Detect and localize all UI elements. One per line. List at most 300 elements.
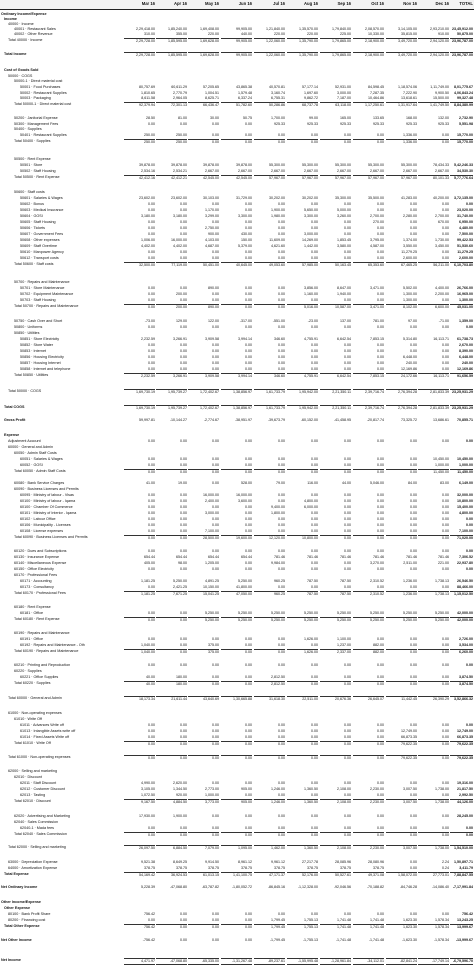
amount-cell: 2,667.00 (370, 169, 384, 173)
amount-cell: 0.00 (148, 529, 155, 533)
column-header-dec-16: Dec 16 (435, 1, 449, 6)
amount-cell: 0.00 (278, 814, 285, 818)
report-row (0, 220, 474, 225)
amount-cell: 0.00 (278, 250, 285, 254)
account-label: 50852 · Store Water (20, 343, 54, 347)
amount-cell: 0.00 (344, 735, 351, 739)
account-label: 60173 · Consultancy (20, 585, 54, 589)
report-row (0, 319, 474, 324)
amount-cell: 0.00 (254, 755, 285, 761)
amount-cell: 66,436.47 (188, 102, 219, 108)
section-heading-row (0, 280, 474, 285)
amount-cell: 0.00 (377, 826, 384, 830)
amount-cell: 11,279.25 (401, 250, 417, 254)
account-label: 50003 · Packaging (20, 96, 51, 100)
amount-cell: 0.00 (311, 343, 318, 347)
amount-cell: 250.00 (124, 139, 155, 145)
amount-cell: 2,39,716.74 (353, 389, 384, 395)
amount-cell: 10,450.00 (433, 457, 449, 461)
amount-cell: 28,245.00 (457, 814, 473, 818)
account-label: Net Other Income (1, 938, 32, 942)
column-header-jun-16: Jun 16 (238, 1, 252, 6)
amount-cell: 150.00 (241, 238, 252, 242)
amount-cell: 5,250.00 (221, 617, 252, 623)
amount-cell: 440.00 (241, 32, 252, 36)
amount-cell: 310.00 (144, 32, 155, 36)
amount-cell: 0.00 (418, 741, 449, 747)
report-row (0, 133, 474, 138)
amount-cell: 0.00 (278, 325, 285, 329)
account-label: 60095 · Ministry of labour - Visas (20, 493, 74, 497)
amount-cell: 1,85,240.00 (168, 27, 187, 31)
amount-cell: 0.00 (180, 938, 187, 942)
amount-cell: 6,448.00 (403, 355, 417, 359)
amount-cell: 0.00 (212, 523, 219, 527)
amount-cell: 0.00 (377, 729, 384, 733)
amount-cell: 0.00 (148, 220, 155, 224)
column-header-nov-16: Nov 16 (403, 1, 417, 6)
amount-cell: 220.00 (307, 32, 318, 36)
amount-cell: 52,176.00 (287, 872, 318, 878)
amount-cell: 0.00 (377, 232, 384, 236)
section-heading-row (0, 487, 474, 492)
amount-cell: 5,502.00 (403, 286, 417, 290)
amount-cell: 1,31,917.64 (386, 102, 417, 108)
amount-cell: 1,72,402.67 (188, 389, 219, 395)
report-row (0, 463, 474, 468)
amount-cell: 0.00 (180, 457, 187, 461)
amount-cell: 1,900.00 (173, 814, 187, 818)
amount-cell: -82,841.24 (386, 958, 417, 965)
amount-cell: 1,755.13 (304, 918, 318, 922)
amount-cell: -1,741.48 (335, 938, 351, 942)
report-row (0, 643, 474, 648)
amount-cell: 99,905.00 (221, 38, 252, 44)
amount-cell: 0.00 (180, 250, 187, 254)
section-heading-row (0, 711, 474, 716)
amount-cell: 0.00 (377, 292, 384, 296)
amount-cell: 6,600.00 (418, 304, 449, 310)
amount-cell: 4,587.00 (370, 244, 384, 248)
report-row (0, 918, 474, 923)
amount-cell: 0.00 (148, 292, 155, 296)
amount-cell: -70,188.82 (366, 885, 384, 889)
amount-cell: 0.00 (311, 523, 318, 527)
report-row (0, 529, 474, 534)
amount-cell: 0.00 (344, 232, 351, 236)
amount-cell: 1,95,739.27 (156, 405, 187, 411)
account-label: 50702 · Equipment Maintenance (20, 292, 74, 296)
account-label: Total 50850 · Utilities (14, 373, 49, 377)
account-label: 61000 · Non-operating expenses (8, 711, 62, 715)
amount-cell: 65,353.60 (353, 262, 384, 268)
amount-cell: 0.00 (124, 832, 155, 838)
amount-cell: 0.00 (442, 133, 449, 137)
account-label: Total 50700 · Repairs and Maintenance (14, 304, 79, 308)
amount-cell: 378.75 (340, 866, 351, 870)
amount-cell: 0.00 (188, 832, 219, 838)
amount-cell: 0.00 (287, 139, 318, 145)
amount-cell: 1,741.48 (337, 918, 351, 922)
amount-cell: 4,621.60 (271, 244, 285, 248)
amount-cell: -1,28,961.84 (320, 958, 351, 965)
amount-cell: 0.00 (156, 755, 187, 761)
amount-cell: 97.00 (408, 319, 417, 323)
account-label: 62040-1 · Mada fees (20, 826, 55, 830)
amount-cell: 32,000.00 (457, 493, 473, 497)
amount-cell: 8,961.12 (238, 860, 252, 864)
amount-cell: 0.00 (344, 298, 351, 302)
report-row (0, 349, 474, 354)
account-label: Income (4, 17, 17, 21)
report-row (0, 555, 474, 560)
report-row (0, 866, 474, 871)
amount-cell: 654.44 (144, 555, 155, 559)
amount-cell: 0.00 (344, 549, 351, 553)
amount-cell: 0.00 (311, 826, 318, 830)
amount-cell: 23,602.00 (139, 196, 155, 200)
amount-cell: 3,007.50 (386, 799, 417, 805)
amount-cell: 0.00 (148, 511, 155, 515)
amount-cell: 0.00 (212, 918, 219, 922)
amount-cell: 0.00 (148, 611, 155, 615)
amount-cell: 45,031.00 (450, 304, 473, 310)
amount-cell: 0.00 (148, 343, 155, 347)
amount-cell: 0.00 (344, 220, 351, 224)
amount-cell: 0.00 (212, 250, 219, 254)
amount-cell: 11,442.45 (386, 696, 417, 702)
amount-cell: 0.00 (344, 367, 351, 371)
column-header-mar-16: Mar 16 (141, 1, 155, 6)
amount-cell: 0.00 (245, 912, 252, 916)
report-row (0, 723, 474, 728)
amount-cell: 0.00 (287, 832, 318, 838)
amount-cell: 5,250.00 (353, 617, 384, 623)
report-row (0, 696, 474, 701)
amount-cell: 0.00 (180, 463, 187, 467)
amount-cell: 0.00 (278, 220, 285, 224)
amount-cell: 0.00 (466, 202, 473, 206)
section-heading-row (0, 331, 474, 336)
account-label: 62013 · Tasting (20, 793, 46, 797)
amount-cell: 9,521.38 (141, 860, 155, 864)
amount-cell: 0.00 (353, 832, 384, 838)
amount-cell: 0.00 (311, 226, 318, 230)
amount-cell: 0.00 (221, 304, 252, 310)
amount-cell: 0.00 (311, 325, 318, 329)
amount-cell: 0.00 (180, 202, 187, 206)
amount-cell: 0.00 (410, 637, 417, 641)
amount-cell: 0.00 (410, 232, 417, 236)
amount-cell: 0.00 (245, 723, 252, 727)
amount-cell: 2,750.00 (205, 226, 219, 230)
account-label: 60181 · Office (20, 611, 44, 615)
amount-cell: 0.00 (410, 523, 417, 527)
account-label: 62040 · Sales Commission (14, 820, 59, 824)
report-row (0, 96, 474, 101)
amount-cell: 0.00 (148, 585, 155, 589)
amount-cell: 0.00 (311, 250, 318, 254)
amount-cell: 0.00 (156, 649, 187, 655)
amount-cell: 3,299.00 (205, 214, 219, 218)
amount-cell: 0.00 (212, 292, 219, 296)
amount-cell: 92,379.94 (124, 102, 155, 108)
report-row (0, 208, 474, 213)
amount-cell: 0.00 (245, 523, 252, 527)
amount-cell: 0.00 (212, 729, 219, 733)
amount-cell: 0.00 (278, 585, 285, 589)
amount-cell: 0.00 (278, 457, 285, 461)
account-label: 60000 · General and Admin (8, 445, 54, 449)
amount-cell: 31,618.30 (254, 696, 285, 702)
amount-cell: 0.00 (377, 549, 384, 553)
amount-cell: 882.00 (353, 649, 384, 655)
account-label: 50612 · Transport costs (20, 256, 59, 260)
amount-cell: 55,300.00 (269, 163, 285, 167)
amount-cell: 0.00 (254, 304, 285, 310)
amount-cell: 0.00 (188, 741, 219, 747)
amount-cell: 0.00 (311, 675, 318, 679)
account-label: 61011 · Advances Write off (20, 723, 64, 727)
amount-cell: 528.00 (241, 481, 252, 485)
amount-cell: 5,046.00 (370, 481, 384, 485)
amount-cell: 3,795.00 (370, 238, 384, 242)
amount-cell: 23,25,931.29 (450, 405, 473, 411)
amount-cell: 2,76,394.28 (386, 389, 417, 395)
amount-cell: 0.00 (212, 549, 219, 553)
amount-cell: 50.75 (243, 116, 252, 120)
amount-cell: 3,180.00 (173, 214, 187, 218)
amount-cell: 52,931.00 (335, 85, 351, 89)
amount-cell: 2,230.00 (353, 845, 384, 851)
report-row (0, 663, 474, 668)
account-label: Total 62040 · Sales Commission (14, 832, 67, 836)
amount-cell: 3,160.74 (271, 91, 285, 95)
amount-cell: 2,29,728.00 (124, 52, 155, 58)
amount-cell: 4,800.00 (304, 499, 318, 503)
amount-cell: 0.00 (148, 735, 155, 739)
amount-cell: 3,909.58 (205, 337, 219, 341)
amount-cell: 16,113.71 (433, 337, 449, 341)
amount-cell: 61,738.73 (457, 337, 473, 341)
amount-cell: 23,25,931.29 (450, 389, 473, 395)
report-row (0, 286, 474, 291)
amount-cell: 0.00 (278, 549, 285, 553)
amount-cell: 0.00 (221, 649, 252, 655)
amount-cell: -73.00 (144, 319, 155, 323)
amount-cell: 16,113.71 (418, 373, 449, 379)
amount-cell: 0.00 (377, 529, 384, 533)
amount-cell: 0.00 (148, 298, 155, 302)
amount-cell: 905.00 (221, 799, 252, 805)
amount-cell: 79,622.35 (450, 741, 473, 747)
amount-cell: 0.00 (410, 439, 417, 443)
column-header-aug-16: Aug 16 (304, 1, 318, 6)
amount-cell: 756.42 (124, 924, 155, 930)
amount-cell: 0.00 (180, 220, 187, 224)
amount-cell: 8,01,775.67 (454, 85, 473, 89)
amount-cell: 4,06,843.24 (454, 91, 473, 95)
amount-cell: -551.00 (272, 319, 285, 323)
amount-cell: 0.00 (180, 723, 187, 727)
amount-cell: 0.00 (180, 493, 187, 497)
amount-cell: 5,650.00 (304, 208, 318, 212)
report-row (0, 139, 474, 144)
amount-cell: 1,623.30 (403, 918, 417, 922)
amount-cell: 925.33 (274, 122, 285, 126)
report-row (0, 741, 474, 746)
report-row (0, 585, 474, 590)
amount-cell: 0.00 (212, 202, 219, 206)
amount-cell: 0.00 (245, 643, 252, 647)
amount-cell: 0.00 (311, 361, 318, 365)
amount-cell: 66,873.35 (457, 735, 473, 739)
amount-cell: 6,642.54 (337, 337, 351, 341)
account-label: 40000 · Income (8, 22, 34, 26)
amount-cell: 0.00 (278, 349, 285, 353)
amount-cell: 1,800.00 (271, 511, 285, 515)
report-row (0, 845, 474, 850)
report-row (0, 325, 474, 330)
amount-cell: 12,169.86 (401, 367, 417, 371)
amount-cell: 16,000.00 (171, 238, 187, 242)
amount-cell: 0.00 (212, 298, 219, 302)
amount-cell: 0.00 (442, 499, 449, 503)
amount-cell: 0.00 (410, 349, 417, 353)
report-row (0, 85, 474, 90)
report-row (0, 799, 474, 804)
amount-cell: 355.00 (176, 32, 187, 36)
amount-cell: 0.00 (353, 139, 384, 145)
amount-cell: 11,609.00 (269, 238, 285, 242)
amount-cell: 0.00 (466, 663, 473, 667)
amount-cell: 1,040.00 (141, 643, 155, 647)
amount-cell: 41.00 (146, 481, 155, 485)
amount-cell: 5,016.00 (287, 304, 318, 310)
amount-cell: 0.00 (180, 517, 187, 521)
column-header-total: TOTAL (459, 1, 473, 6)
amount-cell: 0.00 (344, 675, 351, 679)
account-label: Total Income (4, 52, 27, 56)
amount-cell: 9,914.50 (205, 860, 219, 864)
amount-cell: 2,81,833.39 (418, 389, 449, 395)
amount-cell: 0.00 (221, 832, 252, 838)
amount-cell: 787.50 (340, 579, 351, 583)
account-label: Total 60000 · General and Admin (8, 696, 62, 700)
amount-cell: 79,622.35 (386, 741, 417, 747)
amount-cell: 0.00 (278, 232, 285, 236)
amount-cell: 84,598.45 (368, 85, 384, 89)
amount-cell: 378.75 (208, 866, 219, 870)
amount-cell: 57,205.65 (203, 85, 219, 89)
amount-cell: 49,371.08 (353, 872, 384, 878)
amount-cell: -92,046.56 (333, 885, 351, 889)
account-label: 60101 · Ministry of Interior - Iqama (20, 511, 77, 515)
amount-cell: 3,600.00 (238, 499, 252, 503)
amount-cell: 0.00 (278, 529, 285, 533)
amount-cell: 11,450.00 (450, 469, 473, 475)
amount-cell: 0.00 (245, 549, 252, 553)
amount-cell: 0.00 (180, 499, 187, 503)
amount-cell: 0.00 (180, 349, 187, 353)
section-heading-row (0, 769, 474, 774)
amount-cell: 1,360.50 (287, 845, 318, 851)
amount-cell: 0.00 (442, 505, 449, 509)
amount-cell: 0.00 (377, 208, 384, 212)
report-row (0, 389, 474, 394)
amount-cell: 4,990.00 (141, 781, 155, 785)
amount-cell: 3,180.00 (141, 214, 155, 218)
amount-cell: 0.00 (466, 567, 473, 571)
account-label: 60050 · Admin Staff Costs (14, 451, 57, 455)
account-label: 62012 · Customer Discount (20, 787, 65, 791)
amount-cell: 57,967.00 (320, 175, 351, 181)
amount-cell: 16,965.00 (457, 292, 473, 296)
amount-cell: 0.00 (245, 826, 252, 830)
amount-cell: 0.00 (311, 912, 318, 916)
amount-cell: 0.00 (254, 649, 285, 655)
amount-cell: 1,61,733.79 (254, 389, 285, 395)
amount-cell: 0.00 (466, 517, 473, 521)
amount-cell: 2,667.00 (403, 169, 417, 173)
amount-cell: 0.00 (410, 643, 417, 647)
amount-cell: 12,120.00 (254, 535, 285, 541)
amount-cell: 0.00 (180, 343, 187, 347)
amount-cell: 57,985.00 (287, 262, 318, 268)
account-label: 62020 · Advertising and Marketing (14, 814, 70, 818)
amount-cell: 3,49,720.00 (386, 38, 417, 44)
amount-cell: 2.24 (442, 860, 449, 864)
account-label: 62000 · Selling and marketing (8, 769, 57, 773)
amount-cell: 14,269.00 (302, 238, 318, 242)
amount-cell: 0.00 (278, 523, 285, 527)
amount-cell: 22,937.80 (457, 561, 473, 565)
amount-cell: 0.00 (377, 663, 384, 667)
amount-cell: 0.00 (344, 585, 351, 589)
amount-cell: 99,905.00 (236, 27, 252, 31)
amount-cell: 0.00 (245, 133, 252, 137)
amount-cell: 378.75 (241, 866, 252, 870)
amount-cell: 8,649.25 (173, 860, 187, 864)
amount-cell: 0.00 (344, 226, 351, 230)
amount-cell: 250.00 (156, 139, 187, 145)
amount-cell: 39,878.00 (203, 163, 219, 167)
amount-cell: 2,667.00 (205, 169, 219, 173)
amount-cell: 10,800.00 (287, 535, 318, 541)
amount-cell: 0.00 (148, 505, 155, 509)
column-header-row (0, 0, 474, 10)
amount-cell: 1,69,408.00 (200, 27, 219, 31)
amount-cell: -756.42 (142, 938, 155, 942)
amount-cell: 1,980.00 (271, 214, 285, 218)
amount-cell: -39,673.79 (267, 418, 285, 422)
account-label: Total 60190 · Repairs and Maintenance (14, 649, 79, 653)
amount-cell: 0.00 (344, 355, 351, 359)
amount-cell: 0.00 (180, 735, 187, 739)
amount-cell: 13,243.25 (457, 918, 473, 922)
amount-cell: 0.00 (148, 250, 155, 254)
amount-cell: 0.00 (311, 585, 318, 589)
amount-cell: 0.00 (353, 535, 384, 541)
amount-cell: 15,041.25 (188, 591, 219, 597)
amount-cell: 0.00 (180, 505, 187, 509)
amount-cell: 375.00 (188, 649, 219, 655)
amount-cell: -1,31,267.48 (221, 958, 252, 965)
amount-cell: -1,12,328.00 (297, 885, 318, 889)
amount-cell: 0.00 (344, 463, 351, 467)
amount-cell: 0.00 (311, 298, 318, 302)
amount-cell: 44,126.00 (450, 799, 473, 805)
